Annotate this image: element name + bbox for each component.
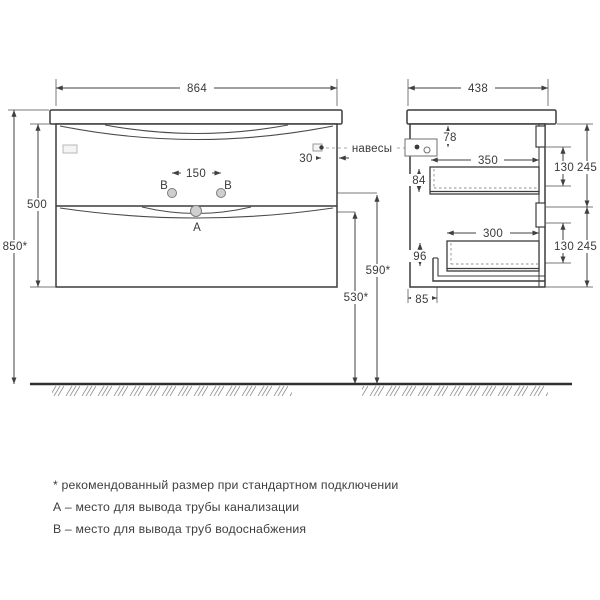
- dim-850: 850*: [2, 241, 28, 253]
- dim-150: 150: [185, 168, 207, 180]
- floor: [30, 384, 572, 397]
- footnotes: [53, 478, 398, 536]
- side-view: [405, 79, 600, 306]
- dim-130-bottom: 130: [553, 241, 575, 253]
- footnote-b: В – место для вывода труб водоснабжения: [53, 522, 307, 536]
- floor-hatch-right: [362, 386, 548, 397]
- dim-245-bottom: 245: [576, 241, 598, 253]
- countertop-side: [407, 110, 556, 124]
- drawer1-box: [430, 167, 539, 194]
- brand-plate: [63, 145, 77, 153]
- callout-hangers: [326, 143, 411, 155]
- hangers-label: навесы: [351, 143, 393, 155]
- dim-530: 530*: [343, 292, 369, 304]
- dim-84: 84: [412, 175, 426, 187]
- dim-300: 300: [482, 228, 504, 240]
- drawer2-box: [447, 241, 539, 271]
- label-b-left: В: [160, 180, 168, 192]
- label-a: А: [193, 222, 201, 234]
- dim-864: 864: [186, 83, 208, 95]
- drawer1-front-tab: [536, 126, 545, 147]
- dim-130-top: 130: [553, 162, 575, 174]
- footnote-asterisk: * рекомендованный размер при стандартном подключении: [53, 478, 399, 492]
- hole-b-left: [168, 189, 177, 198]
- hole-a: [191, 206, 202, 217]
- footnote-a: А – место для вывода трубы канализации: [53, 500, 300, 514]
- hanger-icon-front: [313, 144, 324, 151]
- label-b-right: В: [224, 180, 232, 192]
- dim-30: 30: [299, 153, 313, 165]
- dim-85: 85: [415, 294, 429, 306]
- dim-438: 438: [467, 83, 489, 95]
- front-view: [0, 79, 394, 384]
- countertop-front: [50, 110, 342, 124]
- floor-hatch-left: [52, 386, 292, 397]
- dim-245-top: 245: [576, 162, 598, 174]
- drawer2-front-tab: [536, 203, 545, 227]
- dim-96: 96: [413, 251, 427, 263]
- dim-78: 78: [443, 132, 457, 144]
- dim-350: 350: [477, 155, 499, 167]
- hanger-bracket-side: [405, 139, 437, 156]
- dim-500: 500: [26, 199, 48, 211]
- dim-590: 590*: [365, 265, 391, 277]
